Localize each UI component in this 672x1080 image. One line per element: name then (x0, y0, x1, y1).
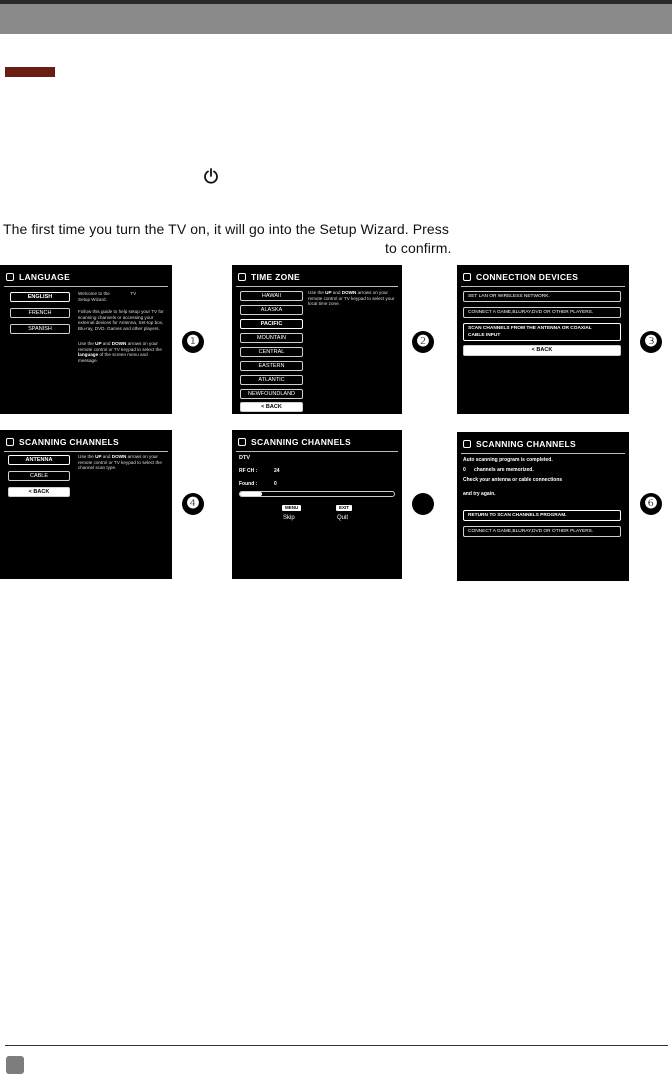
timezone-option-hawaii[interactable]: HAWAII (240, 291, 303, 301)
checkbox-icon (6, 438, 14, 446)
rf-channel-label: RF CH : (239, 468, 258, 474)
section-tab (5, 67, 55, 77)
timezone-option-atlantic[interactable]: ATLANTIC (240, 375, 303, 385)
scan-complete-screen (457, 432, 629, 581)
connection-screen (457, 265, 629, 414)
step-5-badge (412, 493, 434, 515)
checkbox-icon (463, 273, 471, 281)
screen-title: SCANNING CHANNELS (463, 439, 576, 449)
channels-memorized-count: 0 (463, 467, 466, 473)
step-3-badge: ❸ (640, 331, 662, 353)
screen-title: TIME ZONE (238, 272, 300, 282)
back-button[interactable]: < BACK (240, 402, 303, 412)
page-number-badge (6, 1056, 24, 1074)
menu-key[interactable]: MENU (282, 505, 301, 511)
checkbox-icon (238, 273, 246, 281)
progress-fill (240, 492, 262, 496)
timezone-option-alaska[interactable]: ALASKA (240, 305, 303, 315)
divider (4, 451, 168, 452)
step-2-badge: ❷ (412, 331, 434, 353)
screen-title: SCANNING CHANNELS (238, 437, 351, 447)
connect-players-option[interactable]: CONNECT A GAME,BLURAY,DVD OR OTHER PLAYERS. (463, 526, 621, 537)
skip-label: Skip (283, 515, 295, 521)
timezone-option-central[interactable]: CENTRAL (240, 347, 303, 357)
dtv-label: DTV (239, 455, 250, 461)
divider (461, 286, 625, 287)
scan-option-antenna[interactable]: ANTENNA (8, 455, 70, 465)
timezone-option-pacific[interactable]: PACIFIC (240, 319, 303, 329)
connection-option-players[interactable]: CONNECT A GAME,BLURAY,DVD OR OTHER PLAYERS. (463, 307, 621, 318)
step-1-badge: ❶ (182, 331, 204, 353)
language-option-spanish[interactable]: SPANISH (10, 324, 70, 334)
language-option-french[interactable]: FRENCH (10, 308, 70, 318)
divider (236, 286, 398, 287)
scan-option-cable[interactable]: CABLE (8, 471, 70, 481)
connection-option-network[interactable]: SET LAN OR WIRELESS NETWORK. (463, 291, 621, 302)
checkbox-icon (6, 273, 14, 281)
scan-completed-text: Auto scanning program is completed. (463, 457, 553, 463)
language-welcome: Welcome to the TV Setup Wizard. (78, 291, 137, 302)
intro-line-2: to confirm. (385, 240, 452, 256)
scan-progress-screen (232, 430, 402, 579)
quit-label: Quit (337, 515, 349, 521)
timezone-option-newfoundland[interactable]: NEWFOUNDLAND (240, 389, 303, 399)
connection-option-scan[interactable]: SCAN CHANNELS FROM THE ANTENNA OR COAXIAL CABLE INPUT (463, 323, 621, 341)
return-to-scan-option[interactable]: RETURN TO SCAN CHANNELS PROGRAM. (463, 510, 621, 521)
screen-title: LANGUAGE (6, 272, 70, 282)
divider (4, 286, 168, 287)
scan-type-screen (0, 430, 172, 579)
divider (461, 453, 625, 454)
timezone-instructions: Use the UP and DOWN arrows on your remote control or TV keypad to select your local time zone. (308, 290, 395, 307)
scan-type-instructions: Use the UP and DOWN arrows on your remote control or TV keypad to select the channel scan type. (78, 454, 162, 471)
checkbox-icon (463, 440, 471, 448)
timezone-option-mountain[interactable]: MOUNTAIN (240, 333, 303, 343)
language-option-english[interactable]: ENGLISH (10, 292, 70, 302)
footer-divider (5, 1045, 668, 1046)
timezone-screen (232, 265, 402, 414)
exit-key[interactable]: EXIT (336, 505, 352, 511)
timezone-option-eastern[interactable]: EASTERN (240, 361, 303, 371)
language-guide-text: Follow this guide to help setup your TV for scanning channels or accessing your external devices for Antenna, Set-top box, Blu-ray, DVD, Games and other players. (78, 309, 164, 331)
screen-title: CONNECTION DEVICES (463, 272, 578, 282)
back-button[interactable]: < BACK (463, 345, 621, 356)
power-icon (203, 168, 219, 184)
language-screen (0, 265, 172, 414)
language-instructions: Use the UP and DOWN arrows on your remote control or TV keypad to select the language of the screen menu and message. (78, 341, 162, 363)
intro-line-1: The first time you turn the TV on, it will go into the Setup Wizard. Press (3, 221, 449, 237)
step-4-badge: ❹ (182, 493, 204, 515)
checkbox-icon (238, 438, 246, 446)
screen-title: SCANNING CHANNELS (6, 437, 119, 447)
try-again-text: and try again. (463, 491, 496, 497)
divider (236, 451, 398, 452)
channels-memorized-text: channels are memorized. (474, 467, 534, 473)
rf-channel-value: 24 (274, 468, 280, 474)
found-value: 0 (274, 481, 277, 487)
scan-progress-bar (239, 491, 395, 497)
found-label: Found : (239, 481, 258, 487)
header-bar (0, 0, 672, 34)
check-connections-text: Check your antenna or cable connections (463, 477, 563, 483)
step-6-badge: ❻ (640, 493, 662, 515)
back-button[interactable]: < BACK (8, 487, 70, 497)
